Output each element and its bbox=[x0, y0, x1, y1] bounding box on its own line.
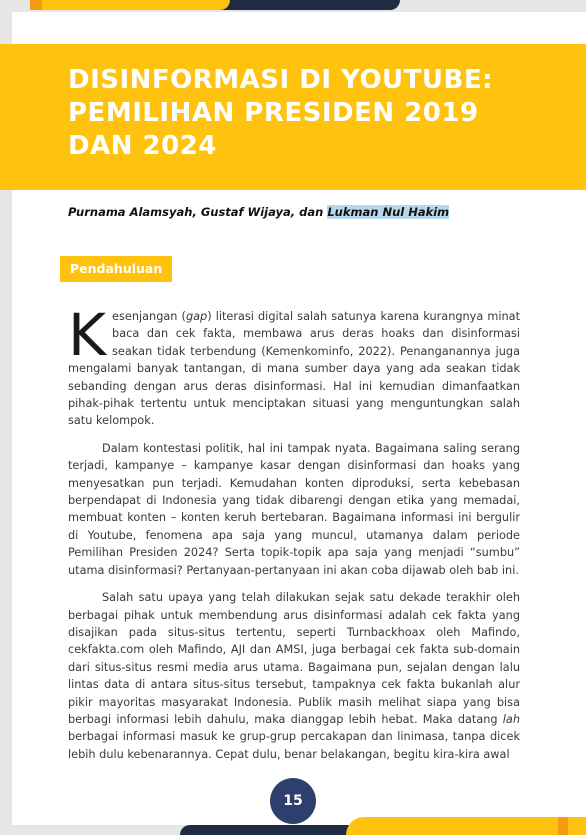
page-number: 15 bbox=[270, 778, 316, 824]
paragraph-3: Salah satu upaya yang telah dilakukan sejak satu dekade terakhir oleh berbagai pihak untuk membendung arus disinformasi adalah cek fakta yang disajikan pada situs-situs tertentu, seperti Turnbackhoax oleh Mafindo, cekfakta.com oleh Mafindo, AJI dan AMSI, juga berbagai cek fakta sub-domain dari situs-situs resmi media arus utama. Bagaimana pun, sejalan dengan lalu lintas data di antara situs-situs tersebut, tampaknya cek fakta bukanlah alur pikir mayoritas masyarakat Indonesia. Publik masih melihat siapa yang bisa berbagi informasi lebih dahulu, maka dianggap lebih hebat. Maka datang lah berbagai informasi masuk ke grup-grup percakapan dan linimasa, tanpa dicek lebih dulu kebenarannya. Cepat dulu, benar belakangan, begitu kira-kira awal bbox=[68, 591, 520, 761]
author-highlighted: Lukman Nul Hakim bbox=[327, 205, 450, 219]
body-text bbox=[68, 301, 521, 773]
paragraph-2: Dalam kontestasi politik, hal ini tampak nyata. Bagaimana saling serang terjadi, kampanye – kampanye kasar dengan disinformasi dan hoaks yang menyesatkan pun terjadi. Kemudahan konten diproduksi, serta kebebasan berpendapat di Indonesia yang tidak dibarengi dengan etika yang memadai, membuat konten – konten keruh bertebaran. Bagaimana informasi ini bergulir di Youtube, fenomena apa saja yang muncul, utamanya dalam periode Pemilihan Presiden 2024? Serta topik-topik apa saja yang menjadi “sumbu” utama disinformasi? Pertanyaan-pertanyaan ini akan coba dijawab oleh bab ini. bbox=[68, 441, 520, 577]
author-line bbox=[68, 205, 548, 219]
top-decorative-accent bbox=[30, 0, 42, 10]
chapter-title: DISINFORMASI DI YOUTUBE: PEMILIHAN PRESIDEN 2019 DAN 2024 bbox=[68, 65, 493, 161]
bottom-decorative-yellow-bar bbox=[346, 817, 586, 835]
author-names: Purnama Alamsyah, Gustaf Wijaya, dan bbox=[68, 205, 328, 219]
drop-cap: K bbox=[68, 301, 107, 369]
section-heading: Pendahuluan bbox=[60, 256, 172, 282]
top-decorative-yellow-bar bbox=[30, 0, 230, 10]
paragraph-1: Kesenjangan (gap) literasi digital salah satunya karena kurangnya minat baca dan cek fakta, membawa arus deras hoaks dan disinformasi seakan tidak terbendung (Kemenkominfo, 2022). Penanganannya juga mengalami banyak tantangan, di mana sumber daya yang ada seakan tidak sebanding dengan arus deras disinformasi. Hal ini kemudian dimanfaatkan pihak-pihak tertentu untuk menciptakan situasi yang menguntungkan salah satu kelompok. bbox=[68, 301, 521, 428]
bottom-decorative-accent bbox=[558, 817, 568, 835]
